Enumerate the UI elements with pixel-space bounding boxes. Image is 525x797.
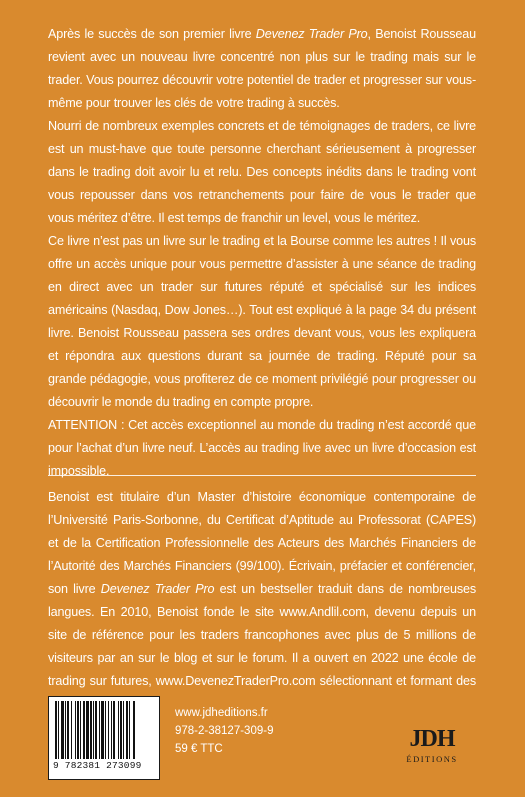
barcode-bars: [53, 701, 155, 761]
bio-paragraph: [48, 486, 476, 716]
barcode: [48, 696, 160, 780]
blurb-paragraph-2: Nourri de nombreux exemples concrets et de témoignages de traders, ce livre est un must-have que toute personne cherchant sérieusement à progresser dans le trading doit avoir lu et relu. Des concepts inédits dans le trading vont vous repousser dans vos retranchements pour faire de vous le trader que vous méritez d’être. Il est temps de franchir un level, vous le méritez.: [48, 119, 476, 225]
publisher-logo: [398, 726, 466, 784]
blurb-text: Après le succès de son premier livre: [48, 27, 256, 41]
bio-text: Benoist est titulaire d’un Master d’histoire économique contemporaine de l’Université Paris-Sorbonne, du Certificat d’Aptitude au Professorat (CAPES) et de la Certification Professionnelle des Acteurs des Marchés Financiers de l’Autorité des Marchés Financiers (99/100). Écrivain, préfacier et conférencier, son livre: [48, 490, 476, 596]
book-title-italic: Devenez Trader Pro: [255, 27, 368, 41]
section-divider: [48, 475, 476, 476]
isbn: 978-2-38127-309-9: [175, 725, 274, 737]
price: 59 € TTC: [175, 743, 223, 755]
blurb-paragraph-3: Ce livre n’est pas un livre sur le trading et la Bourse comme les autres ! Il vous offre un accès unique pour vous permettre d’assister à une séance de trading en direct avec un trader sur futures réputé et spécialisé sur les indices américains (Nasdaq, Dow Jones…). Tout est expliqué à la page 34 du présent livre. Benoist Rousseau passera ses ordres devant vous, vous les expliquera et répondra aux questions durant sa journée de trading. Réputé pour sa grande pédagogie, vous profiterez de ce moment privilégié pour progresser ou découvrir le monde du trading en compte propre.: [48, 234, 476, 409]
logo-mark: JDH: [409, 726, 455, 752]
bio-text: est un bestseller traduit dans de nombreuses langues. En 2010, Benoist fonde le site www.Andlil.com, devenu depuis un site de référence pour les traders francophones avec plus de 5 millions de visiteurs par an sur le blog et sur le forum. Il a ouvert en 2022 une école de trading sur futures, www.DevenezTraderPro.com sélectionnant et formant des: [48, 582, 476, 688]
blurb-text: , Benoist Rousseau revient avec un nouveau livre concentré non plus sur le trading mais sur le trader. Vous pourrez découvrir votre potentiel de trader et progresser sur vous-même pour trouver les clés de votre trading à succès.: [48, 27, 476, 110]
blurb-paragraph-4: ATTENTION : Cet accès exceptionnel au monde du trading n’est accordé que pour l’achat d’un livre neuf. L’accès au trading live avec un livre d’occasion est impossible.: [48, 418, 476, 478]
publisher-website[interactable]: www.jdheditions.fr: [175, 707, 268, 719]
barcode-number: 9 782381 273099: [53, 760, 142, 771]
logo-subtitle: ÉDITIONS: [406, 754, 458, 764]
blurb-paragraph-1: [48, 23, 476, 115]
book-title-italic: Devenez Trader Pro: [100, 582, 215, 596]
author-bio: [48, 486, 476, 716]
publisher-info: [175, 704, 273, 758]
back-cover-blurb: [48, 23, 476, 483]
